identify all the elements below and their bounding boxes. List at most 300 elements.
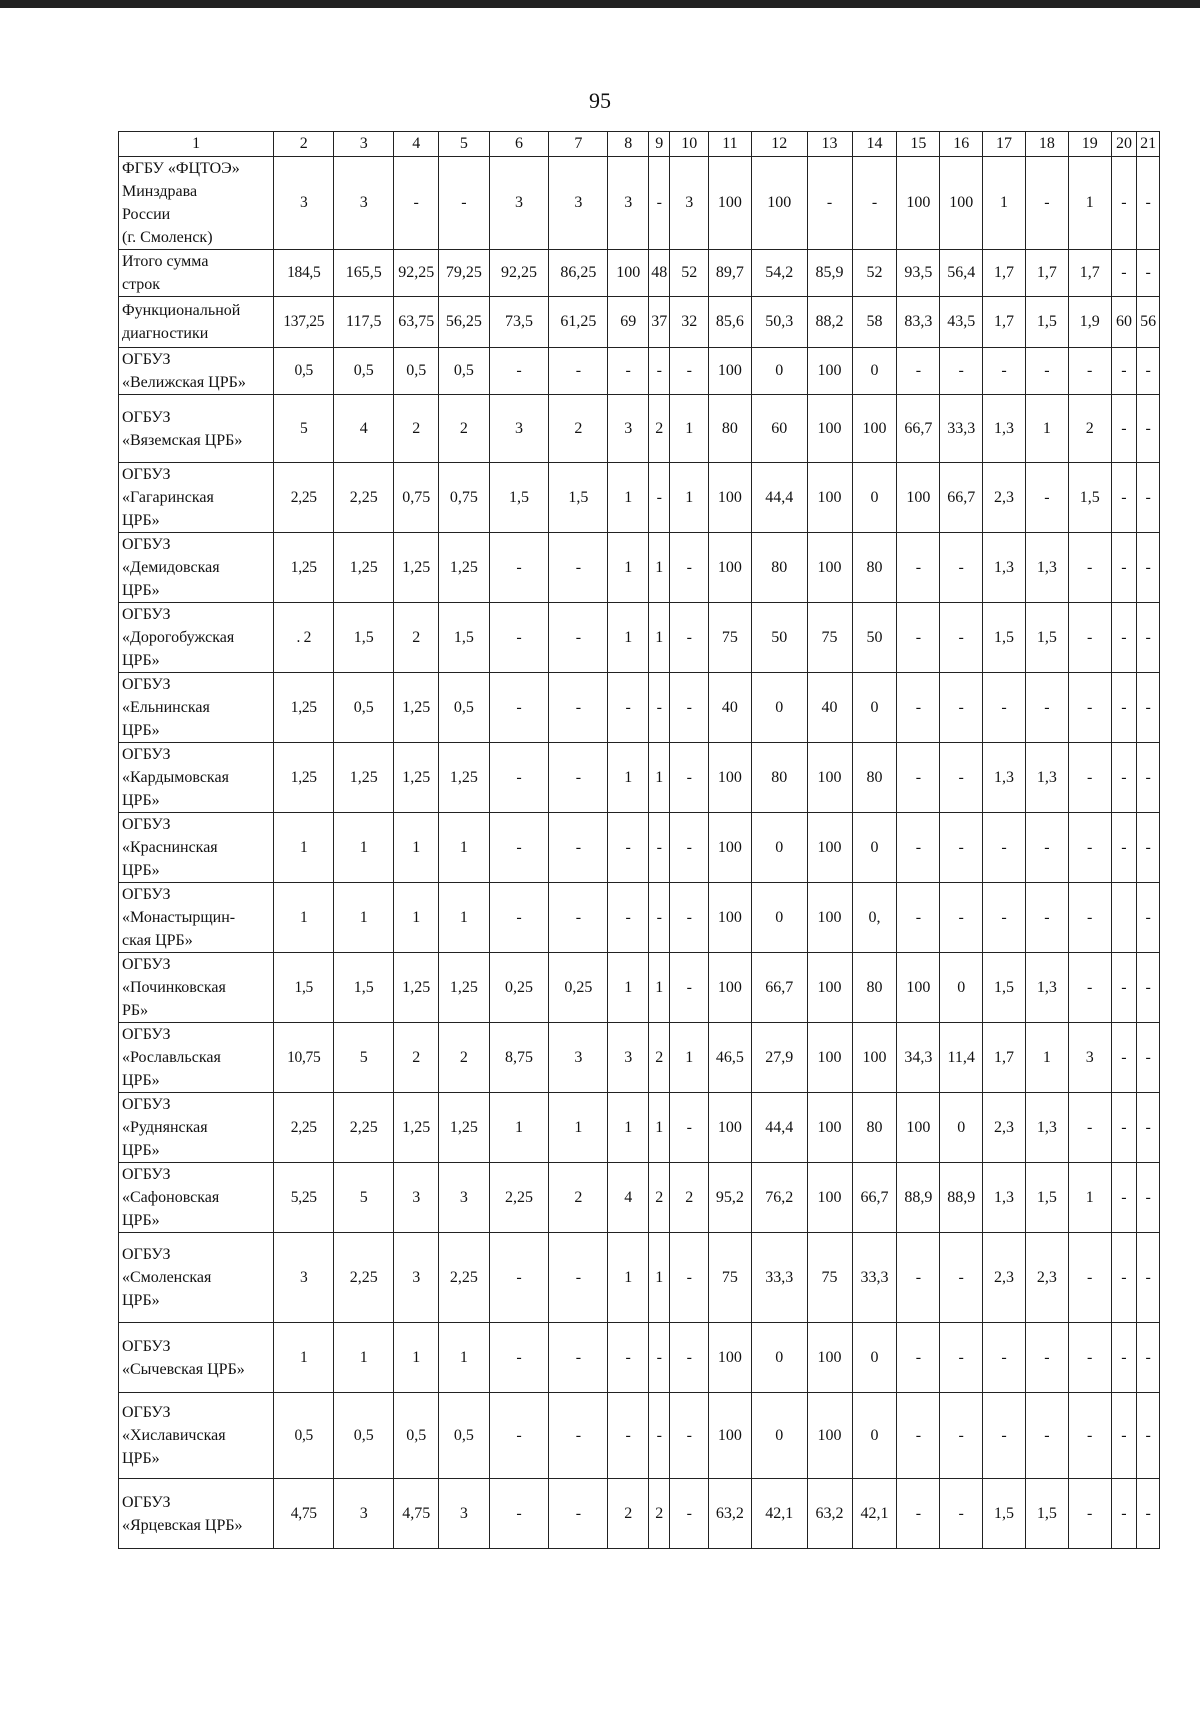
value-cell: 1 (439, 883, 489, 953)
value-cell: 2 (439, 395, 489, 463)
value-cell: 100 (807, 533, 852, 603)
value-cell: 2,25 (274, 463, 334, 533)
value-cell: 5 (334, 1023, 394, 1093)
value-cell: 3 (608, 1023, 649, 1093)
value-cell: 50 (852, 603, 897, 673)
institution-name-cell: ОГБУЗ «Руднянская ЦРБ» (119, 1093, 274, 1163)
value-cell: 1 (670, 395, 709, 463)
value-cell: - (608, 813, 649, 883)
value-cell: 2 (649, 1479, 670, 1549)
value-cell: - (1068, 1323, 1111, 1393)
value-cell: 60 (1111, 297, 1137, 348)
value-cell: 1,25 (334, 743, 394, 813)
value-cell: - (670, 1479, 709, 1549)
value-cell: - (1068, 743, 1111, 813)
value-cell: - (1111, 953, 1137, 1023)
institution-name-cell: ОГБУЗ «Демидовская ЦРБ» (119, 533, 274, 603)
value-cell: 63,2 (807, 1479, 852, 1549)
value-cell: - (940, 603, 983, 673)
institution-name-cell: ФГБУ «ФЦТОЭ» Минздрава России (г. Смоленск) (119, 157, 274, 250)
value-cell: 75 (807, 603, 852, 673)
value-cell: 117,5 (334, 297, 394, 348)
value-cell: 60 (751, 395, 807, 463)
value-cell: 0 (852, 348, 897, 395)
value-cell: 1,25 (274, 533, 334, 603)
value-cell: 52 (852, 250, 897, 297)
value-cell: - (1068, 348, 1111, 395)
value-cell: 3 (670, 157, 709, 250)
value-cell: - (649, 1323, 670, 1393)
value-cell: - (1137, 743, 1160, 813)
value-cell: 69 (608, 297, 649, 348)
value-cell: - (549, 813, 608, 883)
value-cell: 0 (751, 348, 807, 395)
value-cell: 75 (807, 1233, 852, 1323)
value-cell: 33,3 (751, 1233, 807, 1323)
institution-name-cell: ОГБУЗ «Хиславичская ЦРБ» (119, 1393, 274, 1479)
value-cell: 1,5 (1025, 1479, 1068, 1549)
value-cell: 5 (334, 1163, 394, 1233)
value-cell: 5,25 (274, 1163, 334, 1233)
value-cell: 2 (549, 395, 608, 463)
value-cell: - (897, 1323, 940, 1393)
value-cell: 80 (751, 533, 807, 603)
institution-name-cell: ОГБУЗ «Смоленская ЦРБ» (119, 1233, 274, 1323)
value-cell: - (940, 673, 983, 743)
value-cell: - (1111, 395, 1137, 463)
institution-name-cell: ОГБУЗ «Монастырщин- ская ЦРБ» (119, 883, 274, 953)
value-cell: 42,1 (751, 1479, 807, 1549)
value-cell: - (1111, 348, 1137, 395)
value-cell: - (608, 883, 649, 953)
value-cell: 85,9 (807, 250, 852, 297)
value-cell: 1,3 (1025, 1093, 1068, 1163)
value-cell: - (983, 1393, 1026, 1479)
value-cell: 100 (807, 1093, 852, 1163)
value-cell: 1,5 (1025, 603, 1068, 673)
value-cell: - (897, 603, 940, 673)
table-row (119, 1393, 1160, 1479)
value-cell: 50,3 (751, 297, 807, 348)
value-cell: - (1137, 157, 1160, 250)
value-cell: 0,25 (549, 953, 608, 1023)
value-cell: 44,4 (751, 463, 807, 533)
value-cell: 40 (709, 673, 752, 743)
value-cell: - (897, 533, 940, 603)
value-cell: - (1068, 813, 1111, 883)
value-cell: - (608, 348, 649, 395)
value-cell: 83,3 (897, 297, 940, 348)
value-cell: 1,7 (983, 297, 1026, 348)
value-cell: - (940, 743, 983, 813)
value-cell: 92,25 (394, 250, 439, 297)
column-header: 8 (608, 132, 649, 157)
value-cell: - (1111, 603, 1137, 673)
value-cell: 1,25 (439, 953, 489, 1023)
value-cell: 100 (709, 743, 752, 813)
value-cell: 100 (852, 395, 897, 463)
value-cell: - (489, 883, 549, 953)
value-cell: - (940, 883, 983, 953)
value-cell: - (897, 813, 940, 883)
value-cell: 100 (807, 953, 852, 1023)
value-cell: 1 (549, 1093, 608, 1163)
value-cell: 5 (274, 395, 334, 463)
value-cell: 1 (670, 463, 709, 533)
table-row (119, 883, 1160, 953)
value-cell: 1 (274, 1323, 334, 1393)
institution-name-cell: ОГБУЗ «Дорогобужская ЦРБ» (119, 603, 274, 673)
value-cell: - (940, 1393, 983, 1479)
value-cell: 48 (649, 250, 670, 297)
institution-name-cell: ОГБУЗ «Гагаринская ЦРБ» (119, 463, 274, 533)
value-cell: - (1137, 1323, 1160, 1393)
value-cell: 100 (807, 1163, 852, 1233)
table-row (119, 673, 1160, 743)
value-cell: 0,5 (274, 1393, 334, 1479)
value-cell: - (1068, 953, 1111, 1023)
value-cell: - (649, 813, 670, 883)
value-cell: - (1137, 348, 1160, 395)
value-cell: 1 (1025, 395, 1068, 463)
value-cell: 0,75 (394, 463, 439, 533)
value-cell: 46,5 (709, 1023, 752, 1093)
column-header: 2 (274, 132, 334, 157)
value-cell: 0,5 (394, 348, 439, 395)
value-cell: - (1111, 533, 1137, 603)
value-cell: - (549, 603, 608, 673)
value-cell: 1,3 (1025, 533, 1068, 603)
value-cell: 1,7 (983, 250, 1026, 297)
value-cell: 1,25 (274, 673, 334, 743)
value-cell: 50 (751, 603, 807, 673)
column-header: 3 (334, 132, 394, 157)
value-cell: 0,5 (394, 1393, 439, 1479)
value-cell: 2,3 (983, 463, 1026, 533)
value-cell: 100 (807, 1023, 852, 1093)
value-cell: 2 (608, 1479, 649, 1549)
value-cell: - (608, 1323, 649, 1393)
value-cell: 2,25 (334, 463, 394, 533)
value-cell: 1 (608, 743, 649, 813)
institution-name-cell: ОГБУЗ «Ельнинская ЦРБ» (119, 673, 274, 743)
value-cell: - (489, 1233, 549, 1323)
value-cell: 80 (852, 1093, 897, 1163)
institution-name-cell: ОГБУЗ «Ярцевская ЦРБ» (119, 1479, 274, 1549)
column-header: 1 (119, 132, 274, 157)
institution-name-cell: ОГБУЗ «Починковская РБ» (119, 953, 274, 1023)
value-cell: 34,3 (897, 1023, 940, 1093)
value-cell: 4 (334, 395, 394, 463)
value-cell: - (1068, 1393, 1111, 1479)
value-cell: - (1137, 1163, 1160, 1233)
value-cell: 95,2 (709, 1163, 752, 1233)
value-cell: 100 (709, 1393, 752, 1479)
value-cell: 3 (439, 1479, 489, 1549)
value-cell: 1 (649, 533, 670, 603)
value-cell: 1 (274, 813, 334, 883)
value-cell: 2,25 (489, 1163, 549, 1233)
value-cell: 8,75 (489, 1023, 549, 1093)
value-cell: - (1068, 1093, 1111, 1163)
value-cell: 2 (649, 1023, 670, 1093)
value-cell: 79,25 (439, 250, 489, 297)
value-cell: - (1137, 1479, 1160, 1549)
value-cell: 1 (983, 157, 1026, 250)
value-cell: 2 (649, 1163, 670, 1233)
value-cell: - (549, 1479, 608, 1549)
value-cell: 2,25 (274, 1093, 334, 1163)
institution-name-cell: ОГБУЗ «Велижская ЦРБ» (119, 348, 274, 395)
value-cell: - (983, 348, 1026, 395)
value-cell: 1 (1068, 1163, 1111, 1233)
value-cell: - (1111, 743, 1137, 813)
table-row (119, 953, 1160, 1023)
value-cell: 1 (489, 1093, 549, 1163)
value-cell: 56,4 (940, 250, 983, 297)
column-header: 6 (489, 132, 549, 157)
value-cell: 86,25 (549, 250, 608, 297)
value-cell: 66,7 (751, 953, 807, 1023)
value-cell: 1 (649, 1093, 670, 1163)
value-cell: - (940, 1323, 983, 1393)
column-header: 21 (1137, 132, 1160, 157)
header-row (119, 132, 1160, 157)
value-cell: 85,6 (709, 297, 752, 348)
value-cell: 92,25 (489, 250, 549, 297)
value-cell: 0,5 (334, 673, 394, 743)
value-cell: 1,3 (983, 743, 1026, 813)
value-cell: 1,3 (983, 533, 1026, 603)
value-cell: 1,5 (983, 953, 1026, 1023)
value-cell: - (897, 743, 940, 813)
value-cell: - (489, 1393, 549, 1479)
value-cell (1111, 883, 1137, 953)
value-cell: - (670, 1323, 709, 1393)
value-cell: 1,25 (394, 673, 439, 743)
value-cell: 2,25 (439, 1233, 489, 1323)
value-cell: 1,3 (1025, 743, 1068, 813)
value-cell: - (1111, 1023, 1137, 1093)
value-cell: - (439, 157, 489, 250)
value-cell: - (1137, 395, 1160, 463)
value-cell: - (489, 1323, 549, 1393)
value-cell: - (940, 1479, 983, 1549)
column-header: 16 (940, 132, 983, 157)
value-cell: 88,9 (940, 1163, 983, 1233)
value-cell: 40 (807, 673, 852, 743)
column-header: 5 (439, 132, 489, 157)
value-cell: - (983, 673, 1026, 743)
value-cell: 0,5 (439, 673, 489, 743)
value-cell: 80 (852, 743, 897, 813)
value-cell: - (1025, 348, 1068, 395)
institution-name-cell: ОГБУЗ «Сычевская ЦРБ» (119, 1323, 274, 1393)
value-cell: 2 (394, 395, 439, 463)
value-cell: 3 (608, 157, 649, 250)
value-cell: - (897, 1479, 940, 1549)
value-cell: 1,5 (983, 603, 1026, 673)
value-cell: - (1111, 1093, 1137, 1163)
value-cell: - (1025, 813, 1068, 883)
value-cell: 3 (394, 1163, 439, 1233)
value-cell: - (1137, 1233, 1160, 1323)
value-cell: 1 (649, 953, 670, 1023)
statistics-table (118, 131, 1160, 1549)
value-cell: - (807, 157, 852, 250)
value-cell: 100 (897, 1093, 940, 1163)
value-cell: - (983, 1323, 1026, 1393)
value-cell: - (608, 1393, 649, 1479)
column-header: 4 (394, 132, 439, 157)
value-cell: 100 (807, 743, 852, 813)
value-cell: 100 (897, 157, 940, 250)
value-cell: 2 (1068, 395, 1111, 463)
value-cell: 1 (394, 1323, 439, 1393)
value-cell: - (1025, 883, 1068, 953)
value-cell: 100 (897, 953, 940, 1023)
value-cell: - (649, 348, 670, 395)
value-cell: - (489, 603, 549, 673)
column-header: 12 (751, 132, 807, 157)
value-cell: - (549, 1323, 608, 1393)
value-cell: 63,2 (709, 1479, 752, 1549)
value-cell: - (1111, 463, 1137, 533)
value-cell: - (1137, 813, 1160, 883)
value-cell: 1,25 (394, 1093, 439, 1163)
value-cell: - (897, 673, 940, 743)
value-cell: - (1068, 603, 1111, 673)
value-cell: - (1025, 463, 1068, 533)
value-cell: - (1111, 1163, 1137, 1233)
value-cell: 0,5 (334, 348, 394, 395)
value-cell: 1 (334, 883, 394, 953)
value-cell: 1 (608, 533, 649, 603)
value-cell: 73,5 (489, 297, 549, 348)
institution-name-cell: ОГБУЗ «Рославльская ЦРБ» (119, 1023, 274, 1093)
value-cell: 100 (807, 1393, 852, 1479)
value-cell: - (549, 743, 608, 813)
value-cell: - (1111, 673, 1137, 743)
value-cell: - (852, 157, 897, 250)
value-cell: - (489, 1479, 549, 1549)
value-cell: 100 (709, 157, 752, 250)
value-cell: 3 (334, 1479, 394, 1549)
value-cell: - (897, 883, 940, 953)
value-cell: 0 (852, 1323, 897, 1393)
value-cell: 43,5 (940, 297, 983, 348)
value-cell: 0,5 (274, 348, 334, 395)
value-cell: 100 (709, 883, 752, 953)
value-cell: - (489, 348, 549, 395)
value-cell: 1 (649, 603, 670, 673)
value-cell: 1 (608, 1093, 649, 1163)
value-cell: - (549, 883, 608, 953)
value-cell: - (1137, 463, 1160, 533)
value-cell: - (394, 157, 439, 250)
institution-name-cell: ОГБУЗ «Сафоновская ЦРБ» (119, 1163, 274, 1233)
value-cell: 0 (751, 1393, 807, 1479)
value-cell: 4,75 (394, 1479, 439, 1549)
value-cell: 1 (649, 743, 670, 813)
value-cell: - (1111, 1479, 1137, 1549)
value-cell: 100 (709, 463, 752, 533)
value-cell: - (549, 1393, 608, 1479)
value-cell: 88,9 (897, 1163, 940, 1233)
value-cell: - (670, 348, 709, 395)
value-cell: - (1111, 1393, 1137, 1479)
value-cell: 11,4 (940, 1023, 983, 1093)
value-cell: 1,5 (334, 953, 394, 1023)
institution-name-cell: ОГБУЗ «Краснинская ЦРБ» (119, 813, 274, 883)
column-header: 18 (1025, 132, 1068, 157)
value-cell: 1,25 (439, 743, 489, 813)
table-row (119, 1323, 1160, 1393)
table-row (119, 1023, 1160, 1093)
value-cell: - (670, 883, 709, 953)
value-cell: - (649, 463, 670, 533)
value-cell: - (1137, 603, 1160, 673)
value-cell: 0 (751, 883, 807, 953)
column-header: 11 (709, 132, 752, 157)
value-cell: - (670, 813, 709, 883)
value-cell: 184,5 (274, 250, 334, 297)
value-cell: - (670, 1233, 709, 1323)
value-cell: 0 (751, 1323, 807, 1393)
value-cell: - (1111, 813, 1137, 883)
value-cell: - (649, 673, 670, 743)
value-cell: 1,25 (439, 1093, 489, 1163)
value-cell: 3 (608, 395, 649, 463)
value-cell: 1 (394, 813, 439, 883)
value-cell: - (1137, 673, 1160, 743)
value-cell: - (1137, 250, 1160, 297)
value-cell: 1,25 (394, 743, 439, 813)
value-cell: - (1111, 250, 1137, 297)
value-cell: 33,3 (852, 1233, 897, 1323)
value-cell: 1 (670, 1023, 709, 1093)
value-cell: 1,25 (394, 953, 439, 1023)
value-cell: 4,75 (274, 1479, 334, 1549)
value-cell: 100 (897, 463, 940, 533)
value-cell: 1,5 (334, 603, 394, 673)
value-cell: 2 (549, 1163, 608, 1233)
value-cell: 100 (751, 157, 807, 250)
value-cell: 10,75 (274, 1023, 334, 1093)
value-cell: 2 (439, 1023, 489, 1093)
value-cell: - (1025, 157, 1068, 250)
table-row (119, 157, 1160, 250)
value-cell: 0,5 (439, 1393, 489, 1479)
value-cell: - (549, 533, 608, 603)
value-cell: 100 (940, 157, 983, 250)
value-cell: 1,5 (489, 463, 549, 533)
value-cell: 1 (394, 883, 439, 953)
value-cell: - (549, 673, 608, 743)
value-cell: 0 (852, 463, 897, 533)
value-cell: - (1137, 1393, 1160, 1479)
value-cell: - (670, 1393, 709, 1479)
value-cell: 76,2 (751, 1163, 807, 1233)
value-cell: - (670, 673, 709, 743)
value-cell: 1,9 (1068, 297, 1111, 348)
value-cell: - (489, 813, 549, 883)
value-cell: 3 (489, 395, 549, 463)
institution-name-cell: ОГБУЗ «Кардымовская ЦРБ» (119, 743, 274, 813)
value-cell: 2,25 (334, 1093, 394, 1163)
value-cell: 0,75 (439, 463, 489, 533)
column-header: 14 (852, 132, 897, 157)
